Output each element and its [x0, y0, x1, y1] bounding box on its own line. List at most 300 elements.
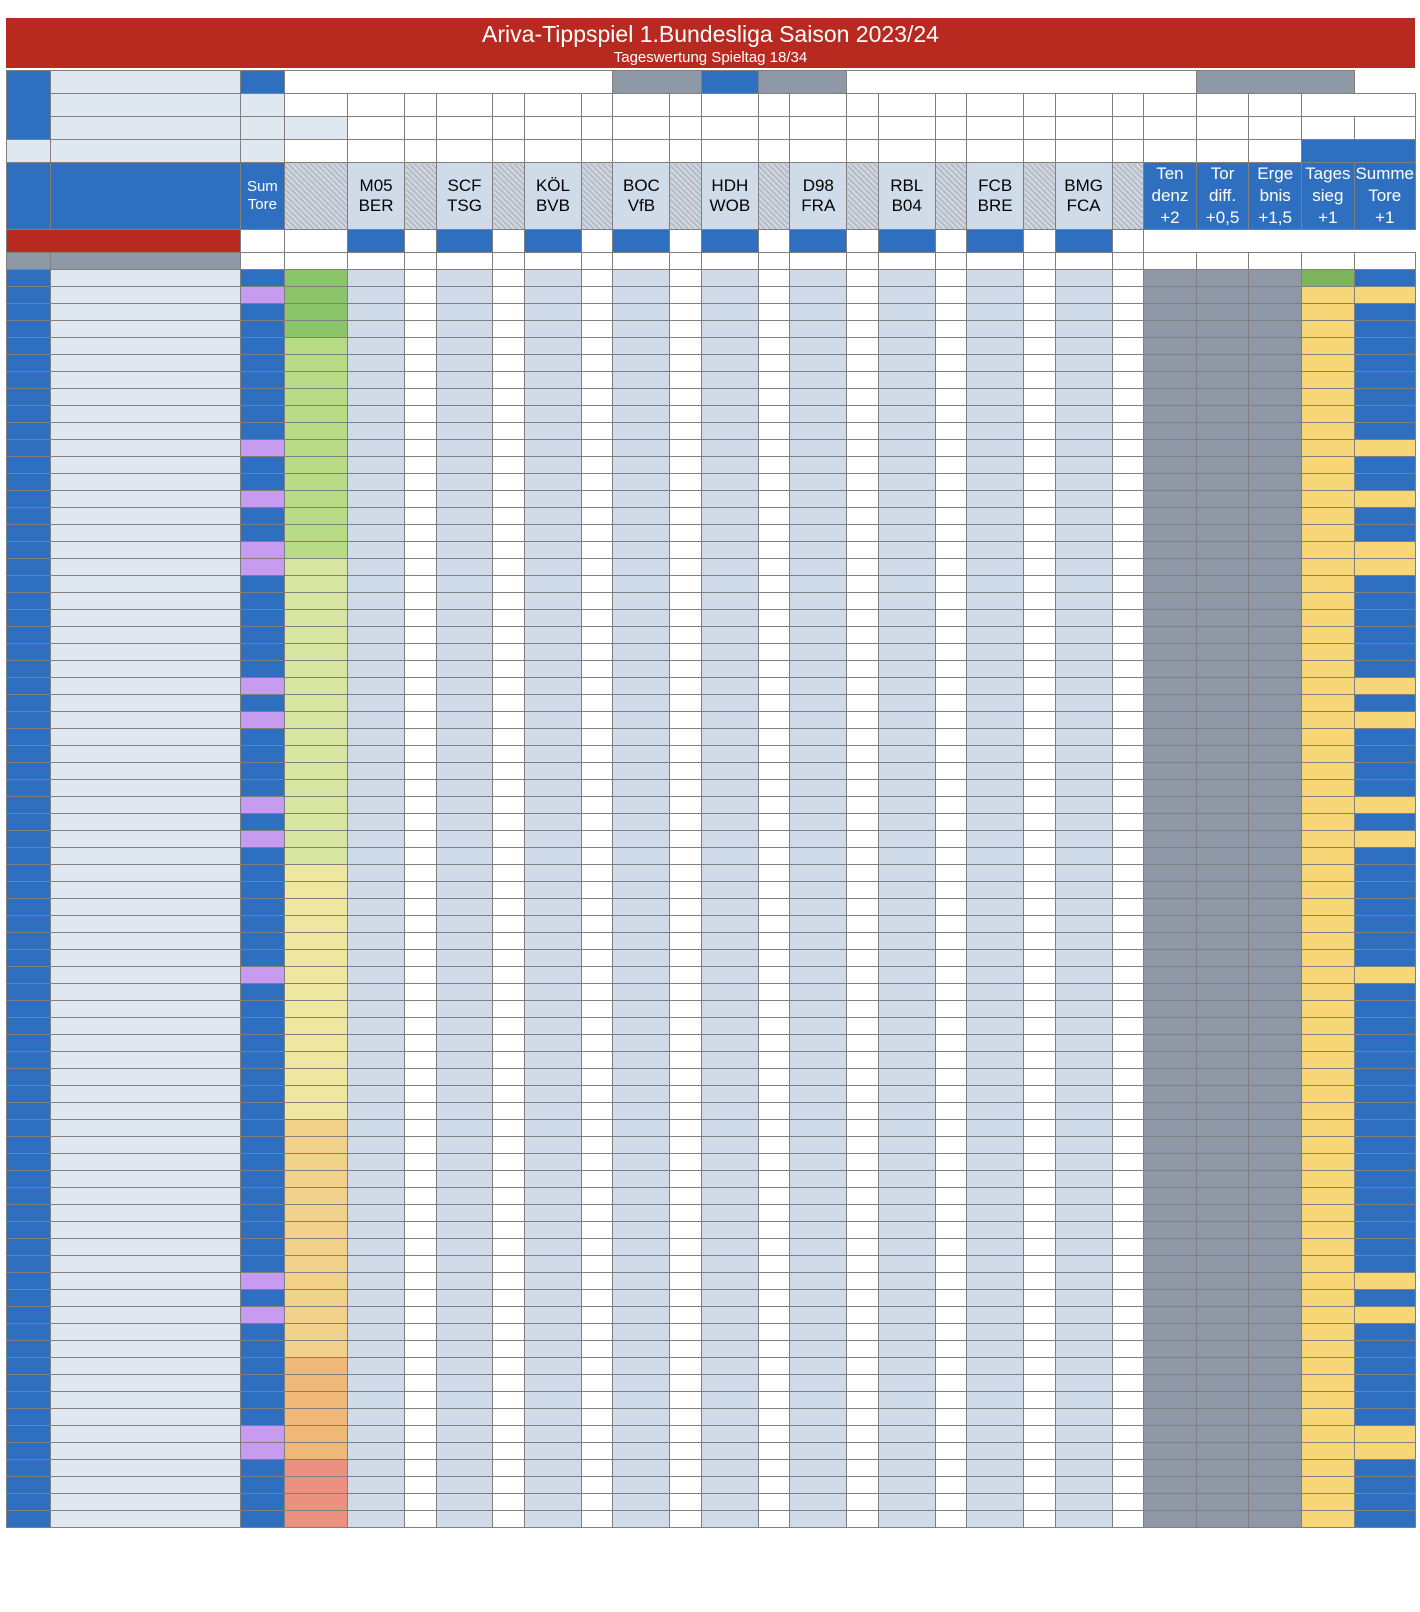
tip — [701, 593, 758, 610]
tip-points — [935, 1375, 967, 1392]
player-name — [51, 712, 241, 729]
summe-tore — [1354, 576, 1415, 593]
tip — [701, 423, 758, 440]
tordiff — [1196, 1511, 1249, 1528]
tip — [436, 1358, 493, 1375]
p-label — [847, 230, 879, 253]
player-row — [7, 1426, 1416, 1443]
tip — [790, 1086, 847, 1103]
ergebnis — [1249, 372, 1302, 389]
tip-points — [405, 508, 437, 525]
tip — [525, 355, 582, 372]
tip-points — [670, 695, 702, 712]
tip — [790, 1188, 847, 1205]
player-row — [7, 1137, 1416, 1154]
ergebnis — [1249, 1001, 1302, 1018]
tip — [525, 695, 582, 712]
tip — [1055, 610, 1112, 627]
player-name — [51, 1494, 241, 1511]
player-row — [7, 1171, 1416, 1188]
tip-points — [493, 882, 525, 899]
tordiff — [1196, 355, 1249, 372]
tipps-count — [436, 94, 493, 117]
tip — [967, 1307, 1024, 1324]
player-row — [7, 678, 1416, 695]
platz — [7, 780, 51, 797]
player-pg — [284, 1273, 347, 1290]
tip-points — [670, 1324, 702, 1341]
summe-tore — [1354, 865, 1415, 882]
tipps-count — [967, 140, 1024, 163]
tordiff — [1196, 1035, 1249, 1052]
tip — [525, 1477, 582, 1494]
player-pg — [284, 899, 347, 916]
title-bar — [6, 18, 1415, 68]
tip-points — [581, 1018, 613, 1035]
tordiff — [1196, 729, 1249, 746]
tip-points — [1112, 1103, 1144, 1120]
tip — [1055, 967, 1112, 984]
tordiff — [1196, 423, 1249, 440]
tip — [878, 338, 935, 355]
tordiff — [1196, 1171, 1249, 1188]
tip-points — [405, 610, 437, 627]
tip — [1055, 899, 1112, 916]
tip-points — [758, 1392, 790, 1409]
tip-points — [847, 780, 879, 797]
tip — [701, 457, 758, 474]
tip-points — [581, 1426, 613, 1443]
tip — [878, 1290, 935, 1307]
tip — [1055, 763, 1112, 780]
tip-points — [1024, 627, 1056, 644]
tipps-count — [493, 117, 525, 140]
tip-points — [581, 559, 613, 576]
tip — [967, 1358, 1024, 1375]
tordiff — [1196, 627, 1249, 644]
player-tore — [240, 406, 284, 423]
tip-points — [670, 865, 702, 882]
player-tore — [240, 1052, 284, 1069]
tip-points — [670, 1154, 702, 1171]
tip — [613, 474, 670, 491]
tip — [613, 1341, 670, 1358]
tip-points — [493, 1443, 525, 1460]
tip — [348, 729, 405, 746]
tip-points — [935, 1409, 967, 1426]
tip — [878, 797, 935, 814]
tip-points — [847, 1188, 879, 1205]
tip — [613, 1426, 670, 1443]
tip-points — [493, 644, 525, 661]
tipps-count — [525, 94, 582, 117]
tip-points — [847, 1392, 879, 1409]
summe-tore — [1354, 542, 1415, 559]
tip — [436, 950, 493, 967]
player-row — [7, 763, 1416, 780]
tip-points — [758, 389, 790, 406]
tendenz — [1144, 304, 1197, 321]
tip — [525, 916, 582, 933]
player-name — [51, 1426, 241, 1443]
tip — [525, 1069, 582, 1086]
platz-label — [7, 253, 51, 270]
tip — [525, 882, 582, 899]
home-team: SCF — [447, 176, 482, 195]
player-pg — [284, 746, 347, 763]
tip — [701, 1120, 758, 1137]
tip — [967, 1103, 1024, 1120]
tip-points — [758, 1069, 790, 1086]
tip — [613, 1103, 670, 1120]
player-tore — [240, 763, 284, 780]
tip-points — [935, 1052, 967, 1069]
tip — [878, 287, 935, 304]
tip — [525, 406, 582, 423]
tip — [525, 304, 582, 321]
tip-points — [758, 1205, 790, 1222]
tordiff — [1196, 1001, 1249, 1018]
tip-points — [1024, 1035, 1056, 1052]
tagessieg — [1302, 1188, 1355, 1205]
tip-points — [847, 1511, 879, 1528]
tip-points — [1024, 1426, 1056, 1443]
tagessieg — [1302, 1392, 1355, 1409]
tip-points — [493, 1358, 525, 1375]
tip-points — [493, 746, 525, 763]
tip — [701, 1205, 758, 1222]
tip — [348, 967, 405, 984]
tip-points — [1112, 814, 1144, 831]
player-pg — [284, 916, 347, 933]
ergebnis — [1249, 1171, 1302, 1188]
tip-points — [1112, 1477, 1144, 1494]
tip — [1055, 1494, 1112, 1511]
stat-total — [1249, 253, 1302, 270]
player-name — [51, 304, 241, 321]
tip — [701, 1035, 758, 1052]
player-row — [7, 338, 1416, 355]
tip-points — [1024, 576, 1056, 593]
tip — [701, 933, 758, 950]
tip — [436, 814, 493, 831]
platz — [7, 576, 51, 593]
tip — [878, 916, 935, 933]
tip — [967, 746, 1024, 763]
tip — [878, 440, 935, 457]
tip-points — [405, 967, 437, 984]
tip-points — [847, 627, 879, 644]
tip — [613, 508, 670, 525]
pg-total — [284, 253, 347, 270]
summe-tore — [1354, 338, 1415, 355]
player-tore — [240, 848, 284, 865]
tip-points — [847, 763, 879, 780]
tip-points — [847, 831, 879, 848]
tip — [790, 1120, 847, 1137]
spieler-label — [51, 253, 241, 270]
player-row — [7, 1256, 1416, 1273]
player-tore — [240, 1426, 284, 1443]
match-teams — [878, 163, 935, 230]
tip-points — [581, 984, 613, 1001]
tip — [348, 1290, 405, 1307]
tip-points — [847, 1375, 879, 1392]
tendenz — [1144, 1239, 1197, 1256]
tip — [348, 1460, 405, 1477]
tordiff — [1196, 270, 1249, 287]
tip — [701, 916, 758, 933]
tip-points — [1024, 406, 1056, 423]
tip — [701, 831, 758, 848]
ergebnis — [1249, 576, 1302, 593]
tip — [701, 644, 758, 661]
tip — [790, 1358, 847, 1375]
tip — [790, 576, 847, 593]
tip — [525, 712, 582, 729]
ergebnis — [1249, 1035, 1302, 1052]
tip — [436, 1171, 493, 1188]
tip-points — [847, 338, 879, 355]
tip — [1055, 287, 1112, 304]
tip — [436, 372, 493, 389]
tip-points — [758, 321, 790, 338]
tip-points — [935, 457, 967, 474]
tip-points — [670, 304, 702, 321]
tendenz — [1144, 1120, 1197, 1137]
tip-points — [758, 1358, 790, 1375]
tip-points — [493, 814, 525, 831]
player-name — [51, 1018, 241, 1035]
tip-points — [670, 1392, 702, 1409]
tip — [701, 627, 758, 644]
tip-points — [493, 916, 525, 933]
spieltag-number — [7, 71, 51, 140]
tip — [525, 1290, 582, 1307]
player-row — [7, 1188, 1416, 1205]
spielpaarungen-label — [51, 163, 241, 230]
match-teams — [1055, 163, 1112, 230]
ergebnis — [1249, 406, 1302, 423]
tip-points — [581, 814, 613, 831]
tip — [436, 474, 493, 491]
tip-points — [758, 508, 790, 525]
tip-points — [758, 1222, 790, 1239]
player-tore — [240, 644, 284, 661]
summe-tore — [1354, 1018, 1415, 1035]
tip-points — [405, 1409, 437, 1426]
player-tore — [240, 1341, 284, 1358]
gesamt-label — [1249, 117, 1302, 140]
tendenz — [1144, 1460, 1197, 1477]
ergebnis — [1249, 984, 1302, 1001]
away-team: BRE — [977, 196, 1013, 215]
tip-points — [1112, 644, 1144, 661]
tip-points — [493, 610, 525, 627]
tip-points — [935, 491, 967, 508]
tip — [1055, 1358, 1112, 1375]
tip — [790, 746, 847, 763]
tip — [348, 1477, 405, 1494]
tip-points — [1112, 1324, 1144, 1341]
tip-points — [1112, 542, 1144, 559]
summe-tore — [1354, 1409, 1415, 1426]
tip — [701, 967, 758, 984]
tip-points — [1112, 491, 1144, 508]
tip — [1055, 1069, 1112, 1086]
pg-label — [284, 230, 347, 253]
tip-points — [847, 355, 879, 372]
tordiff — [1196, 321, 1249, 338]
tordiff — [1196, 678, 1249, 695]
player-name — [51, 1341, 241, 1358]
summe-tore — [1354, 559, 1415, 576]
tip — [613, 1307, 670, 1324]
ergebnis — [1249, 933, 1302, 950]
tip-points — [670, 1086, 702, 1103]
player-name — [51, 372, 241, 389]
player-name — [51, 746, 241, 763]
summe-tore — [1354, 1511, 1415, 1528]
tordiff — [1196, 1443, 1249, 1460]
tip-points — [1112, 1171, 1144, 1188]
tip-points — [758, 695, 790, 712]
sheet-title: Ariva-Tippspiel 1.Bundesliga Saison 2023/24 — [482, 21, 939, 47]
tip-points — [1024, 457, 1056, 474]
player-row — [7, 355, 1416, 372]
tendenz — [1144, 372, 1197, 389]
tip-points — [670, 440, 702, 457]
player-row — [7, 1375, 1416, 1392]
player-name — [51, 797, 241, 814]
tip-points — [670, 729, 702, 746]
sum-tore-total — [240, 253, 284, 270]
spacer — [525, 253, 582, 270]
tip — [348, 593, 405, 610]
tip-points — [935, 661, 967, 678]
ergebnis — [1249, 304, 1302, 321]
summe-tore — [1354, 1494, 1415, 1511]
summe-tore — [1354, 1188, 1415, 1205]
tordiff — [1196, 491, 1249, 508]
tip — [967, 882, 1024, 899]
summe-tore — [1354, 321, 1415, 338]
tip-points — [405, 1188, 437, 1205]
tip-points — [847, 1154, 879, 1171]
tip — [878, 1086, 935, 1103]
player-pg — [284, 1239, 347, 1256]
tip — [348, 1001, 405, 1018]
tagessieg — [1302, 1324, 1355, 1341]
tip-points — [1112, 525, 1144, 542]
tip-points — [935, 1273, 967, 1290]
tip-points — [1024, 1052, 1056, 1069]
tip — [525, 967, 582, 984]
tip-points — [1024, 287, 1056, 304]
tip-points — [1024, 1341, 1056, 1358]
tip — [967, 661, 1024, 678]
tip-points — [405, 1018, 437, 1035]
tip-points — [847, 559, 879, 576]
tip — [525, 1103, 582, 1120]
player-row — [7, 1511, 1416, 1528]
player-row — [7, 1290, 1416, 1307]
tip — [436, 899, 493, 916]
tip-points — [758, 1375, 790, 1392]
tip — [613, 1290, 670, 1307]
tip — [878, 1069, 935, 1086]
tip-points — [670, 678, 702, 695]
tip — [967, 559, 1024, 576]
player-pg — [284, 576, 347, 593]
tip-points — [1024, 661, 1056, 678]
tip-points — [758, 576, 790, 593]
tip — [790, 457, 847, 474]
tip — [967, 474, 1024, 491]
platz — [7, 882, 51, 899]
tendenz — [1144, 406, 1197, 423]
tip — [348, 1171, 405, 1188]
tendenz — [1144, 644, 1197, 661]
tip-points — [670, 1494, 702, 1511]
tip-points — [493, 1290, 525, 1307]
summe-tore — [1354, 984, 1415, 1001]
tip — [878, 1120, 935, 1137]
tip — [878, 967, 935, 984]
tip-points — [1112, 1460, 1144, 1477]
tip — [967, 712, 1024, 729]
tip — [525, 1256, 582, 1273]
tip-points — [847, 1137, 879, 1154]
tip — [1055, 1375, 1112, 1392]
tip-points — [670, 848, 702, 865]
tip-points — [1112, 1511, 1144, 1528]
tip-points — [847, 304, 879, 321]
player-tore — [240, 593, 284, 610]
p-label — [581, 230, 613, 253]
tip — [436, 967, 493, 984]
tip — [701, 372, 758, 389]
tagessieg — [1302, 1069, 1355, 1086]
ergebnis — [1249, 338, 1302, 355]
tip — [701, 661, 758, 678]
tip — [878, 1443, 935, 1460]
tip-points — [758, 899, 790, 916]
platz — [7, 899, 51, 916]
platz — [7, 338, 51, 355]
tip-points — [670, 746, 702, 763]
tip — [348, 627, 405, 644]
tordiff — [1196, 695, 1249, 712]
summe-tore — [1354, 525, 1415, 542]
tip — [525, 661, 582, 678]
tipps-spacer — [493, 140, 525, 163]
tip — [525, 848, 582, 865]
tip-points — [405, 763, 437, 780]
tip-points — [581, 1103, 613, 1120]
tendenz — [1144, 1205, 1197, 1222]
player-name — [51, 899, 241, 916]
tip — [701, 848, 758, 865]
tip-points — [847, 372, 879, 389]
tip-points — [581, 746, 613, 763]
tip-points — [405, 270, 437, 287]
tip — [878, 1171, 935, 1188]
tip-points — [1024, 1001, 1056, 1018]
tip-points — [1112, 423, 1144, 440]
tip-points — [581, 1205, 613, 1222]
player-row — [7, 1222, 1416, 1239]
